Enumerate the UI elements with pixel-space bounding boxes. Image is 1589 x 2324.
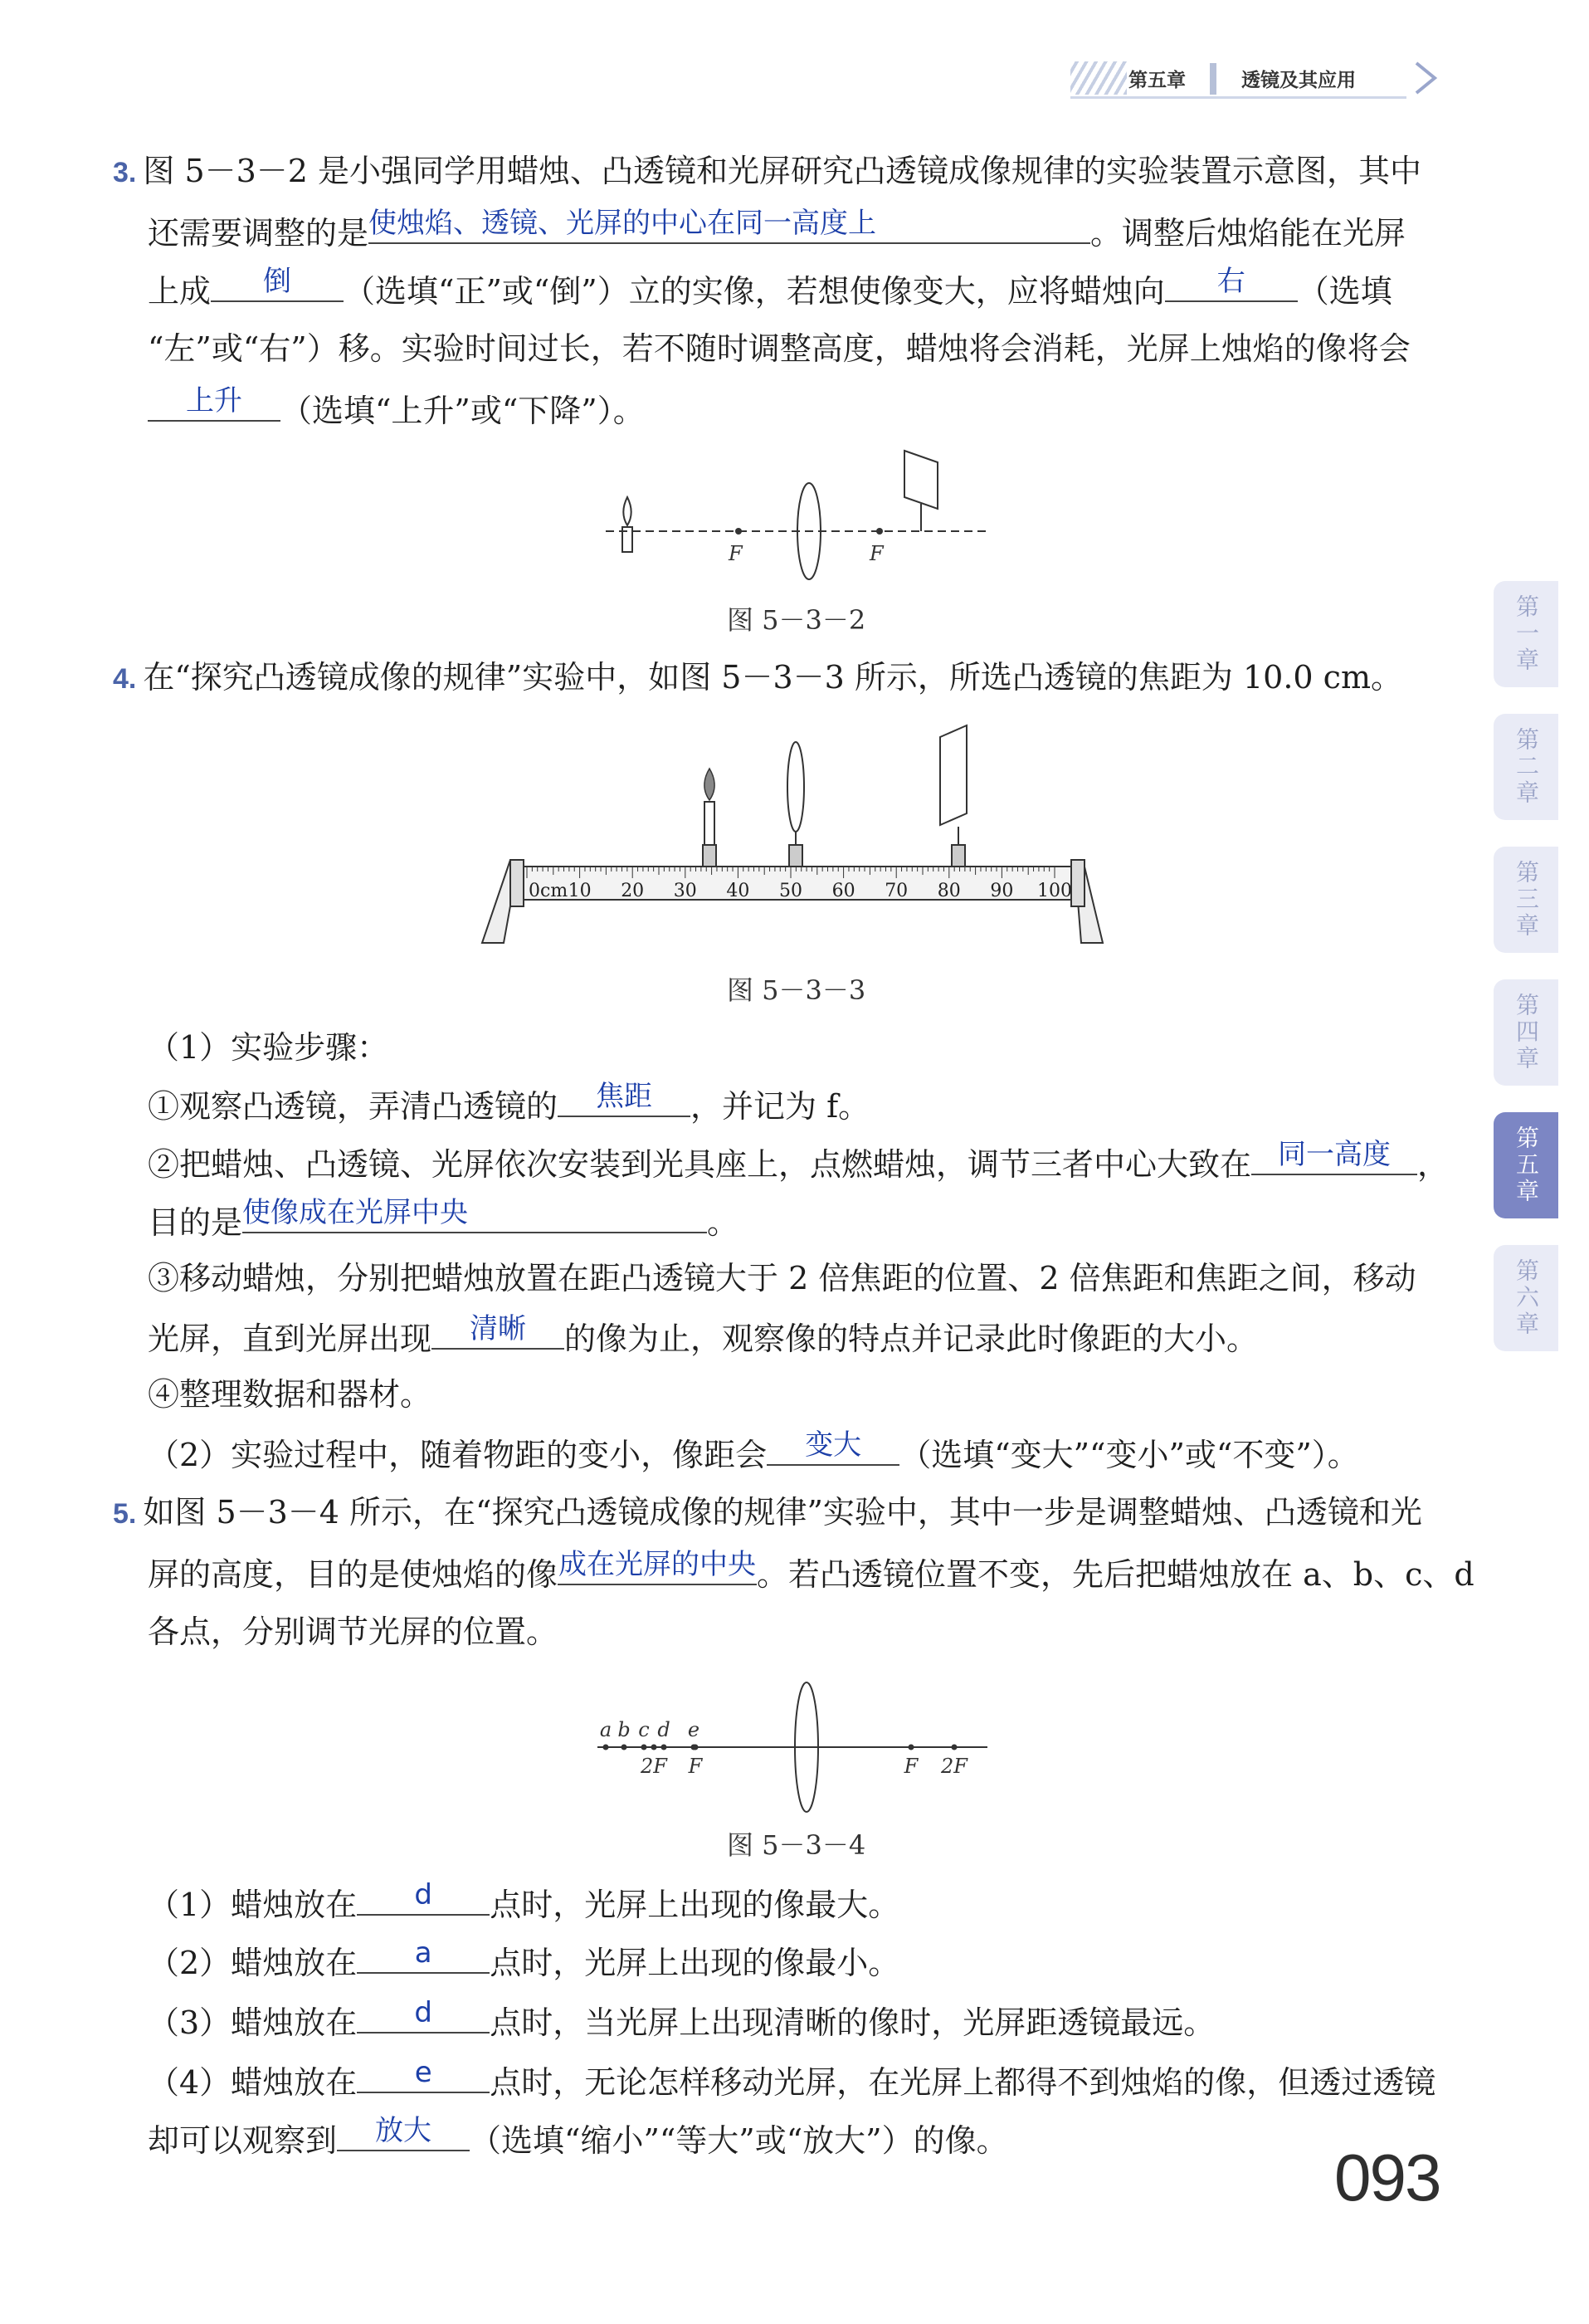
header-divider	[1070, 96, 1406, 99]
q3-answer-1: 使烛焰、透镜、光屏的中心在同一高度上	[368, 207, 877, 240]
tab-chapter-3[interactable]: 第三章	[1494, 847, 1558, 953]
q4-step-2-cont: 目的是 使像成在光屏中央 。	[148, 1196, 739, 1241]
ruler-label: 30	[673, 881, 697, 901]
q5-part-1: （1）蜡烛放在 d 点时，光屏上出现的像最大。	[148, 1878, 900, 1923]
convex-lens	[787, 742, 804, 867]
q5-part-3: （3）蜡烛放在 d 点时，当光屏上出现清晰的像时，光屏距透镜最远。	[148, 1996, 1216, 2041]
ruler-label: 100	[1037, 881, 1072, 901]
q3-answer-4: 上升	[186, 384, 242, 417]
light-screen	[904, 451, 938, 531]
candle-icon	[622, 497, 632, 552]
q4-blank-5[interactable]	[767, 1428, 899, 1466]
tab-chapter-4[interactable]: 第四章	[1494, 979, 1558, 1086]
ruler-label: 0cm	[529, 881, 568, 901]
q4-answer-2: 同一高度	[1278, 1138, 1392, 1171]
ruler-label: 50	[779, 881, 802, 901]
q5-blank-5[interactable]	[337, 2114, 470, 2151]
focal-label: 2F	[941, 1755, 968, 1778]
point-label-a: a	[599, 1718, 612, 1741]
figure-5-3-4-caption: 图 5－3－4	[727, 1829, 866, 1861]
page-number: 093	[1334, 2141, 1440, 2214]
ruler-label: 20	[621, 881, 645, 901]
q4-line-1: 4. 在“探究凸透镜成像的规律”实验中，如图 5－3－3 所示，所选凸透镜的焦距为 10.0 cm。	[113, 659, 1402, 696]
header-separator	[1210, 63, 1216, 95]
focal-point	[909, 1745, 914, 1750]
q5-number: 5.	[113, 1498, 137, 1530]
focal-point	[693, 1745, 699, 1750]
q5-blank-4[interactable]	[357, 2056, 490, 2093]
q4-step-4: ④整理数据和器材。	[148, 1376, 432, 1413]
q5-part-2: （2）蜡烛放在 a 点时，光屏上出现的像最小。	[148, 1936, 900, 1981]
figure-5-3-2	[597, 444, 996, 585]
q3-blank-3[interactable]	[1165, 265, 1298, 302]
focal-label-left: F	[729, 542, 743, 565]
candle-icon	[703, 769, 716, 867]
point-label-c: c	[638, 1718, 650, 1741]
q3-line-2: 还需要调整的是 使烛焰、透镜、光屏的中心在同一高度上 。调整后烛焰能在光屏	[148, 207, 1406, 251]
q3-line-1: 3. 图 5－3－2 是小强同学用蜡烛、凸透镜和光屏研究凸透镜成像规律的实验装置示意图，其中	[113, 153, 1422, 189]
q3-number: 3.	[113, 157, 137, 188]
q3-line-3: 上成 倒 （选填“正”或“倒”）立的实像，若想使像变大，应将蜡烛向 右 （选填	[148, 265, 1392, 310]
q5-blank-1[interactable]	[357, 1878, 490, 1916]
q4-number: 4.	[113, 663, 137, 695]
ruler-label: 40	[726, 881, 750, 901]
q5-blank-0[interactable]	[558, 1548, 757, 1585]
q3-blank-4[interactable]	[148, 384, 280, 422]
header-title: 透镜及其应用	[1241, 69, 1356, 90]
q4-step-heading: （1）实验步骤：	[148, 1029, 389, 1066]
focal-label: 2F	[641, 1755, 667, 1778]
q4-answer-3: 使像成在光屏中央	[242, 1196, 469, 1229]
q4-answer-5: 变大	[805, 1428, 862, 1462]
header-decoration	[1070, 61, 1127, 95]
q5-answer-4: e	[414, 2056, 432, 2089]
q5-blank-3[interactable]	[357, 1996, 490, 2034]
figure-5-3-2-caption: 图 5－3－2	[727, 604, 866, 636]
light-screen	[940, 725, 967, 867]
focal-point-left	[735, 528, 742, 535]
q5-part-4-cont: 却可以观察到 放大 （选填“缩小”“等大”或“放大”）的像。	[148, 2114, 1008, 2159]
ruler-label: 90	[990, 881, 1014, 901]
focal-point	[952, 1745, 958, 1750]
ruler-label: 10	[568, 881, 592, 901]
q5-line-2: 屏的高度，目的是使烛焰的像 成在光屏的中央 。若凸透镜位置不变，先后把蜡烛放在 a、b、c、d	[148, 1548, 1474, 1593]
ruler-label: 80	[937, 881, 961, 901]
ruler-label: 60	[831, 881, 855, 901]
q4-blank-1[interactable]	[558, 1080, 690, 1117]
q3-line-5: 上升 （选填“上升”或“下降”）。	[148, 388, 645, 431]
tab-chapter-5[interactable]: 第五章	[1494, 1112, 1558, 1218]
point-label-b: b	[617, 1718, 631, 1741]
q5-answer-1: d	[414, 1878, 432, 1911]
q5-line-3: 各点，分别调节光屏的位置。	[148, 1614, 558, 1650]
q3-line-4: “左”或“右”）移。实验时间过长，若不随时调整高度，蜡烛将会消耗，光屏上烛焰的像将会	[148, 330, 1411, 367]
focal-label: F	[688, 1755, 703, 1778]
q5-blank-2[interactable]	[357, 1936, 490, 1974]
q5-answer-3: d	[414, 1996, 432, 2029]
q5-line-1: 5. 如图 5－3－4 所示，在“探究凸透镜成像的规律”实验中，其中一步是调整蜡烛、凸透镜和光	[113, 1494, 1422, 1531]
focal-point	[651, 1745, 657, 1750]
q4-blank-3[interactable]	[242, 1196, 707, 1233]
point-label-d: d	[657, 1718, 670, 1741]
tab-chapter-2[interactable]: 第二章	[1494, 714, 1558, 820]
figure-5-3-3-caption: 图 5－3－3	[727, 974, 866, 1006]
q4-answer-4: 清晰	[470, 1312, 527, 1345]
figure-5-3-3	[477, 720, 1108, 945]
q5-answer-5: 放大	[375, 2114, 432, 2147]
q3-answer-3: 右	[1216, 265, 1245, 298]
figure-5-3-4	[589, 1668, 1004, 1818]
q4-step-3-cont: 光屏，直到光屏出现 清晰 的像为止，观察像的特点并记录此时像距的大小。	[148, 1312, 1259, 1357]
focal-point-right	[876, 528, 883, 535]
tab-chapter-1[interactable]: 第一章	[1494, 581, 1558, 687]
q4-blank-4[interactable]	[431, 1312, 564, 1350]
q4-answer-1: 焦距	[596, 1080, 653, 1113]
q4-step-1: ①观察凸透镜，弄清凸透镜的 焦距 ，并记为 f。	[148, 1080, 870, 1125]
ruler-label: 70	[885, 881, 909, 901]
tab-chapter-6[interactable]: 第六章	[1494, 1245, 1558, 1351]
q5-answer-0: 成在光屏的中央	[558, 1548, 757, 1581]
q4-blank-2[interactable]	[1251, 1138, 1417, 1175]
q5-answer-2: a	[414, 1936, 432, 1970]
chevron-right-icon	[1405, 58, 1445, 98]
object-point-d	[661, 1745, 667, 1750]
q4-step-2: ②把蜡烛、凸透镜、光屏依次安装到光具座上，点燃蜡烛，调节三者中心大致在 同一高度 ，	[148, 1138, 1450, 1183]
object-point-c	[641, 1745, 647, 1750]
object-point-a	[603, 1745, 609, 1750]
q3-blank-1[interactable]	[368, 207, 1090, 244]
point-label-e: e	[687, 1718, 700, 1741]
q3-blank-2[interactable]	[211, 265, 344, 302]
object-point-b	[621, 1745, 627, 1750]
q4-step-3: ③移动蜡烛，分别把蜡烛放置在距凸透镜大于 2 倍焦距的位置、2 倍焦距和焦距之间，移动	[148, 1260, 1416, 1296]
q3-answer-2: 倒	[263, 265, 292, 298]
header-chapter: 第五章	[1128, 69, 1186, 90]
focal-label-right: F	[870, 542, 884, 565]
focal-label: F	[904, 1755, 919, 1778]
q5-part-4: （4）蜡烛放在 e 点时，无论怎样移动光屏，在光屏上都得不到烛焰的像，但透过透镜	[148, 2056, 1436, 2101]
q4-part-2: （2）实验过程中，随着物距的变小，像距会 变大 （选填“变大”“变小”或“不变”）。	[148, 1428, 1359, 1473]
